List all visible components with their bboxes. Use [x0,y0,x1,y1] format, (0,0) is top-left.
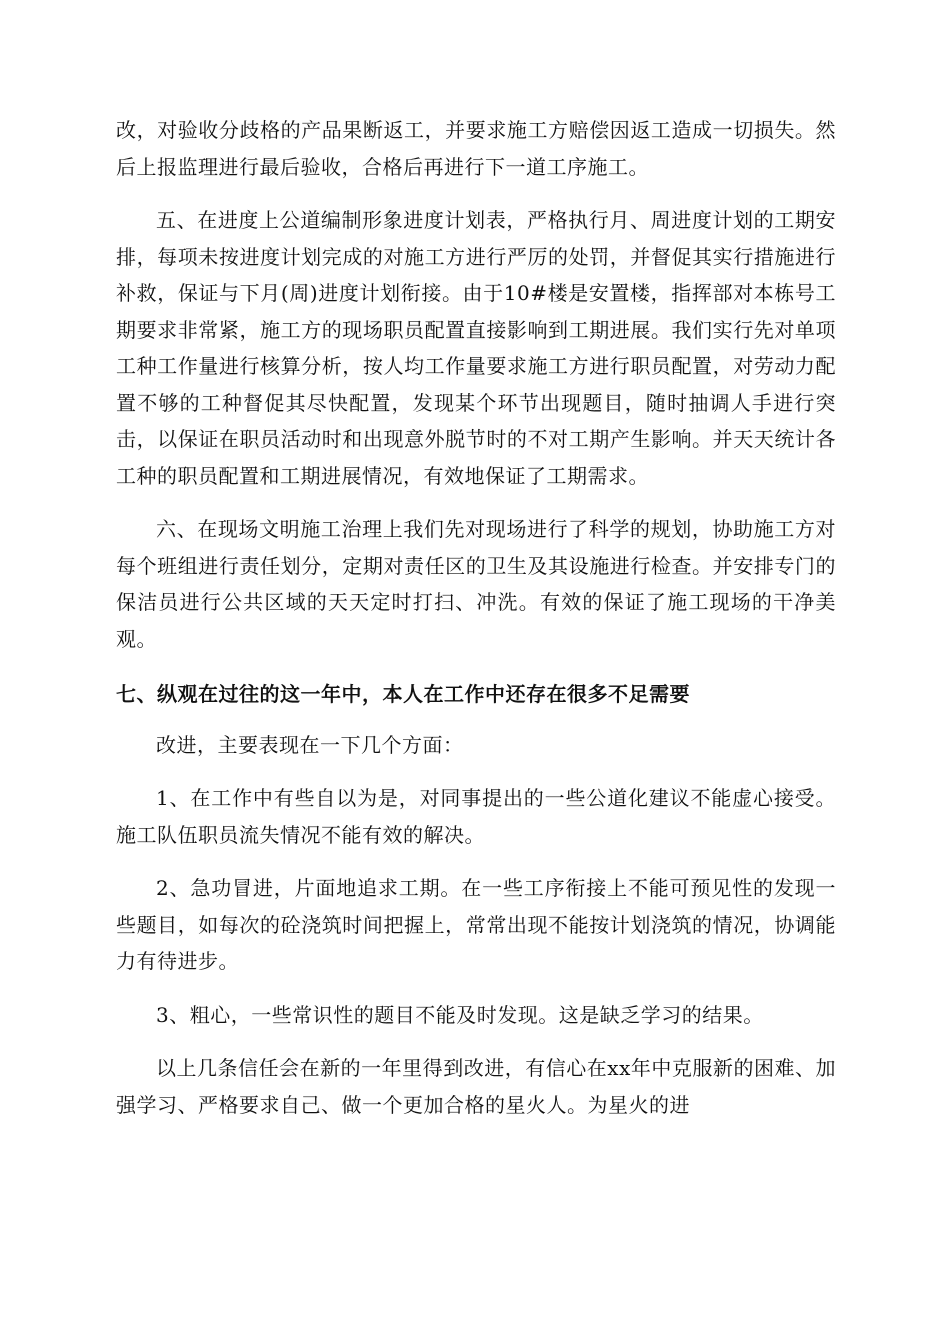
list-item-2: 2、急功冒进，片面地追求工期。在一些工序衔接上不能可预见性的发现一些题目，如每次的砼浇筑时间把握上，常常出现不能按计划浇筑的情况，协调能力有待进步。 [116,876,836,973]
document-page [116,112,836,1123]
list-item-1: 1、在工作中有些自以为是，对同事提出的一些公道化建议不能虚心接受。施工队伍职员流失情况不能有效的解决。 [116,786,836,847]
list-item-3: 3、粗心，一些常识性的题目不能及时发现。这是缺乏学习的结果。 [156,1002,764,1027]
paragraph-site-management: 六、在现场文明施工治理上我们先对现场进行了科学的规划，协助施工方对每个班组进行责任划分，定期对责任区的卫生及其设施进行检查。并安排专门的保洁员进行公共区域的天天定时打扫、冲洗。有效的保证了施工现场的干净美观。 [116,517,836,651]
paragraph-schedule: 五、在进度上公道编制形象进度计划表，严格执行月、周进度计划的工期安排，每项未按进度计划完成的对施工方进行严厉的处罚，并督促其实行措施进行补救，保证与下月(周)进度计划衔接。由于10#楼是安置楼，指挥部对本栋号工期要求非常紧，施工方的现场职员配置直接影响到工期进展。我们实行先对单项工种工作量进行核算分析，按人均工作量要求施工方进行职员配置，对劳动力配置不够的工种督促其尽快配置，发现某个环节出现题目，随时抽调人手进行突击，以保证在职员活动时和出现意外脱节时的不对工期产生影响。并天天统计各工种的职员配置和工期进展情况，有效地保证了工期需求。 [116,208,836,488]
section-heading: 七、纵观在过往的这一年中，本人在工作中还存在很多不足需要 [116,682,690,706]
paragraph-conclusion: 以上几条信任会在新的一年里得到改进，有信心在xx年中克服新的困难、加强学习、严格要求自己、做一个更加合格的星火人。为星火的进 [116,1056,836,1117]
paragraph-continuation: 改，对验收分歧格的产品果断返工，并要求施工方赔偿因返工造成一切损失。然后上报监理进行最后验收，合格后再进行下一道工序施工。 [116,118,836,179]
paragraph-improvement-intro: 改进，主要表现在一下几个方面： [156,732,464,757]
